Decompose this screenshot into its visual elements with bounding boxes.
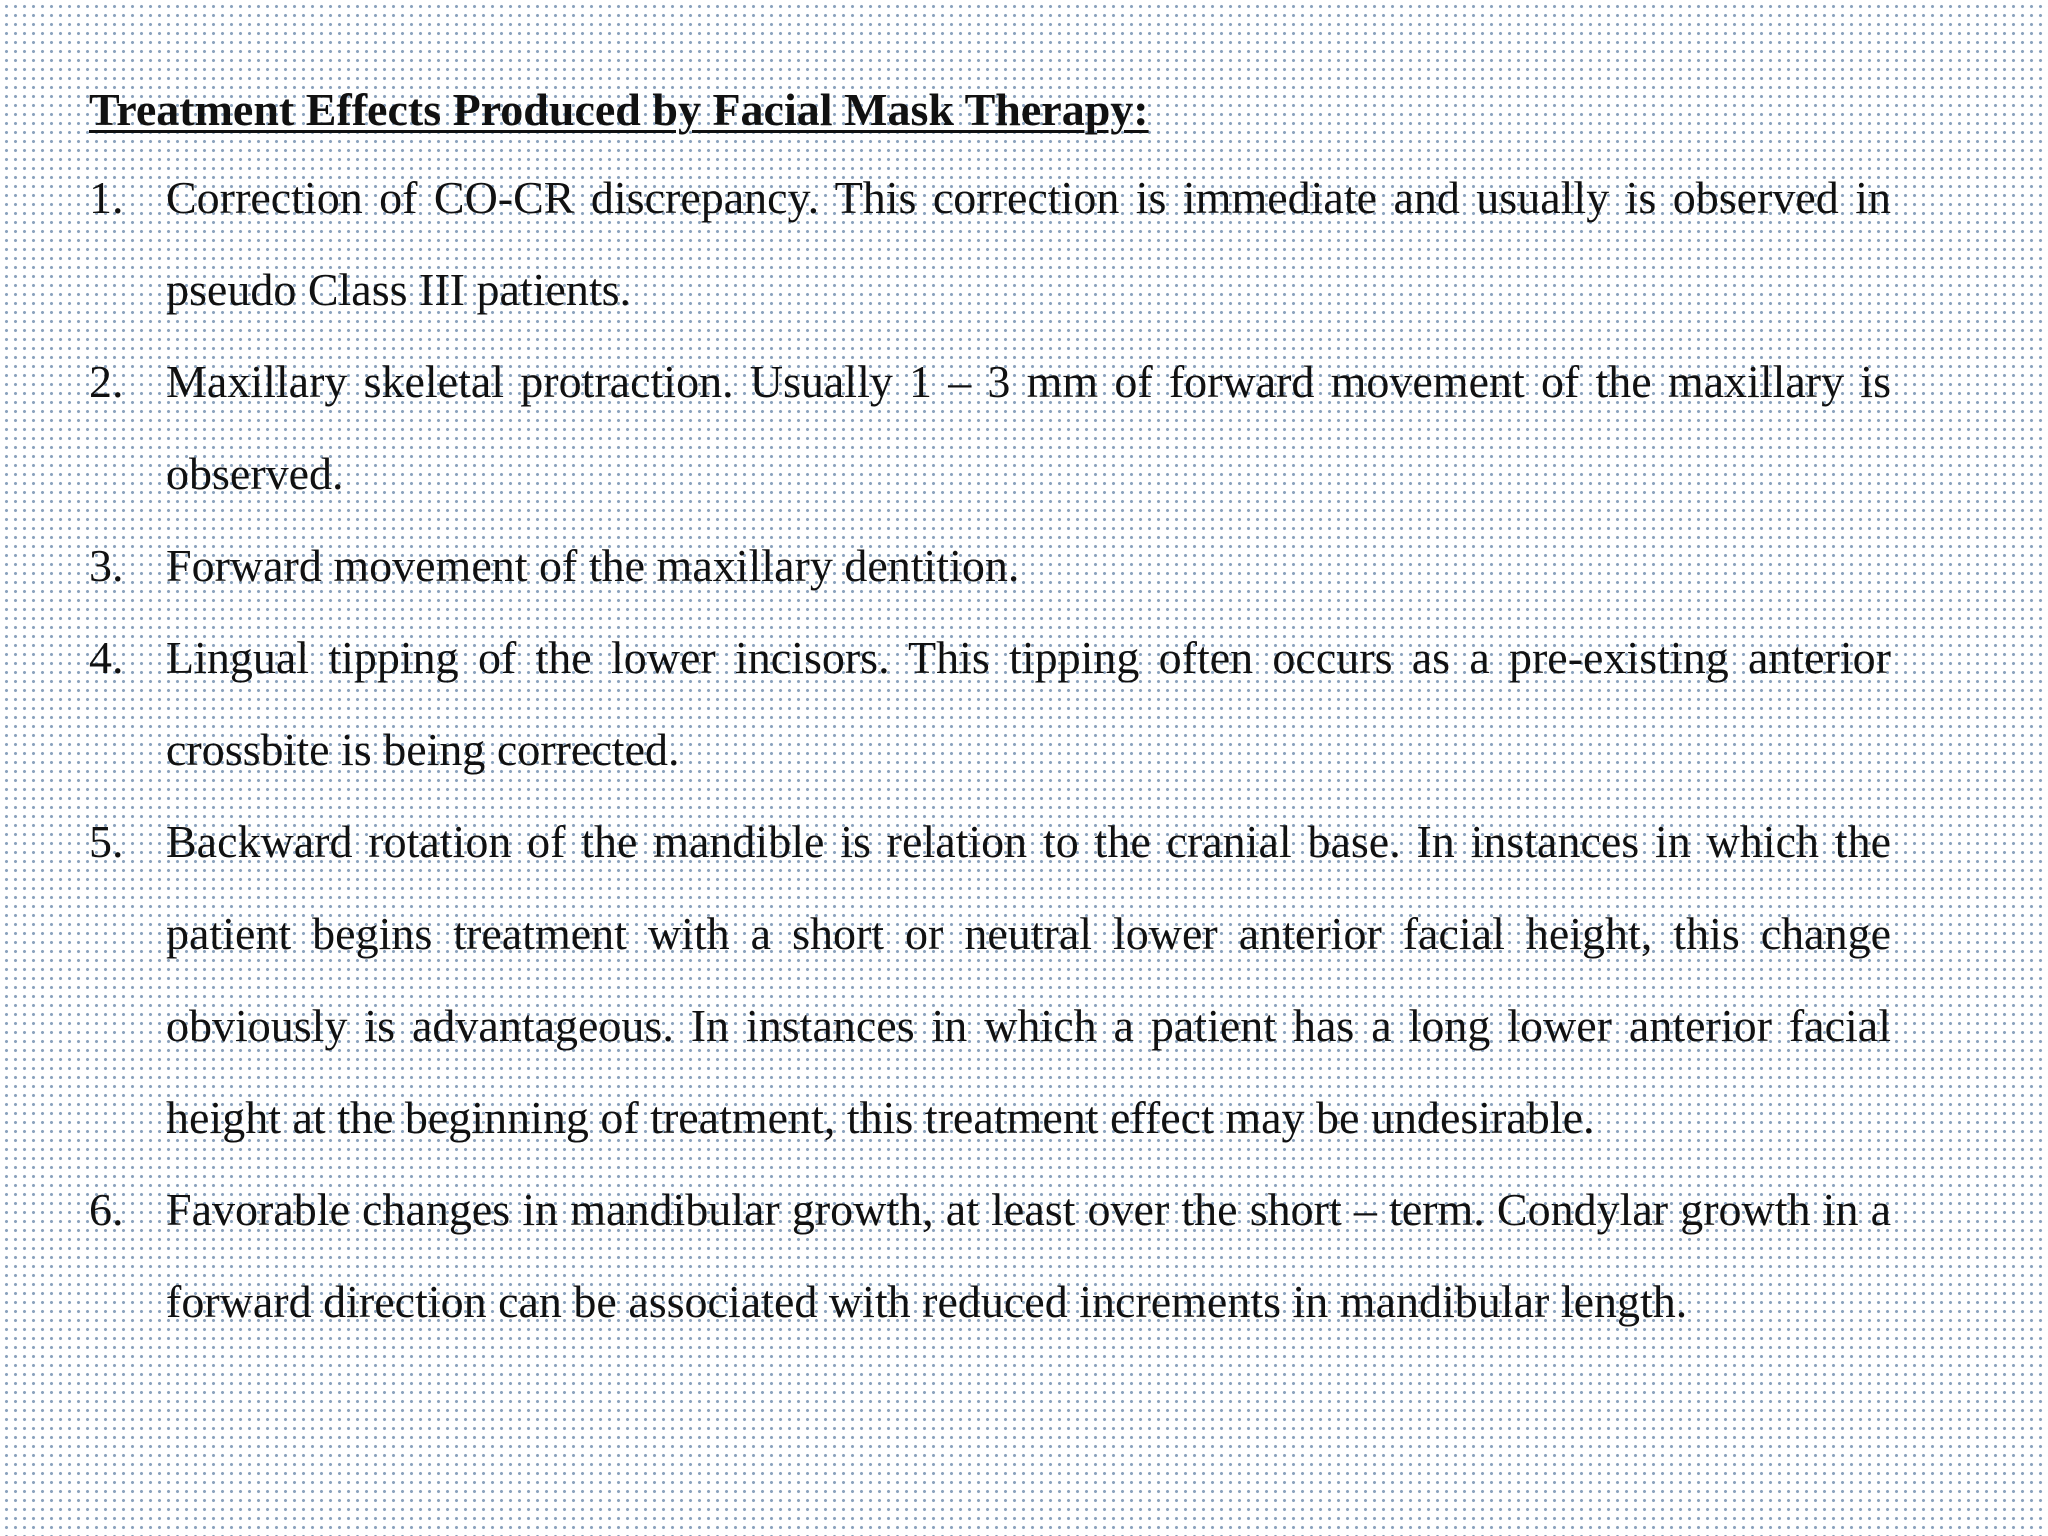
list-item (89, 520, 1891, 612)
list-item-text: Backward rotation of the mandible is relation to the cranial base. In instances in which the patient begins treatment with a short or neutral lower anterior facial height, this change obviously is advantageous. In instances in which a patient has a long lower anterior facial height at the beginning of treatment, this treatment effect may be undesirable. (166, 816, 1891, 1143)
list-item-number: 5. (89, 816, 124, 867)
document-page (89, 80, 1891, 1348)
section-heading: Treatment Effects Produced by Facial Mask Therapy: (89, 84, 1149, 135)
list-item-text: Correction of CO-CR discrepancy. This correction is immediate and usually is observed in pseudo Class III patients. (166, 172, 1891, 315)
list-item-text: Maxillary skeletal protraction. Usually 1 – 3 mm of forward movement of the maxillary is observed. (166, 356, 1891, 499)
list-item-number: 2. (89, 356, 124, 407)
list-item (89, 152, 1891, 336)
list-item-number: 3. (89, 540, 124, 591)
treatment-effects-list (89, 152, 1891, 1348)
list-item (89, 336, 1891, 520)
list-item (89, 612, 1891, 796)
list-item-text: Lingual tipping of the lower incisors. This tipping often occurs as a pre-existing anterior crossbite is being corrected. (166, 632, 1891, 775)
list-item-text: Forward movement of the maxillary dentition. (166, 540, 1020, 591)
list-item-text: Favorable changes in mandibular growth, at least over the short – term. Condylar growth in a forward direction can be associated with reduced increments in mandibular length. (166, 1184, 1891, 1327)
list-item-number: 6. (89, 1184, 124, 1235)
list-item-number: 4. (89, 632, 124, 683)
list-item-number: 1. (89, 172, 124, 223)
list-item (89, 1164, 1891, 1348)
list-item (89, 796, 1891, 1164)
